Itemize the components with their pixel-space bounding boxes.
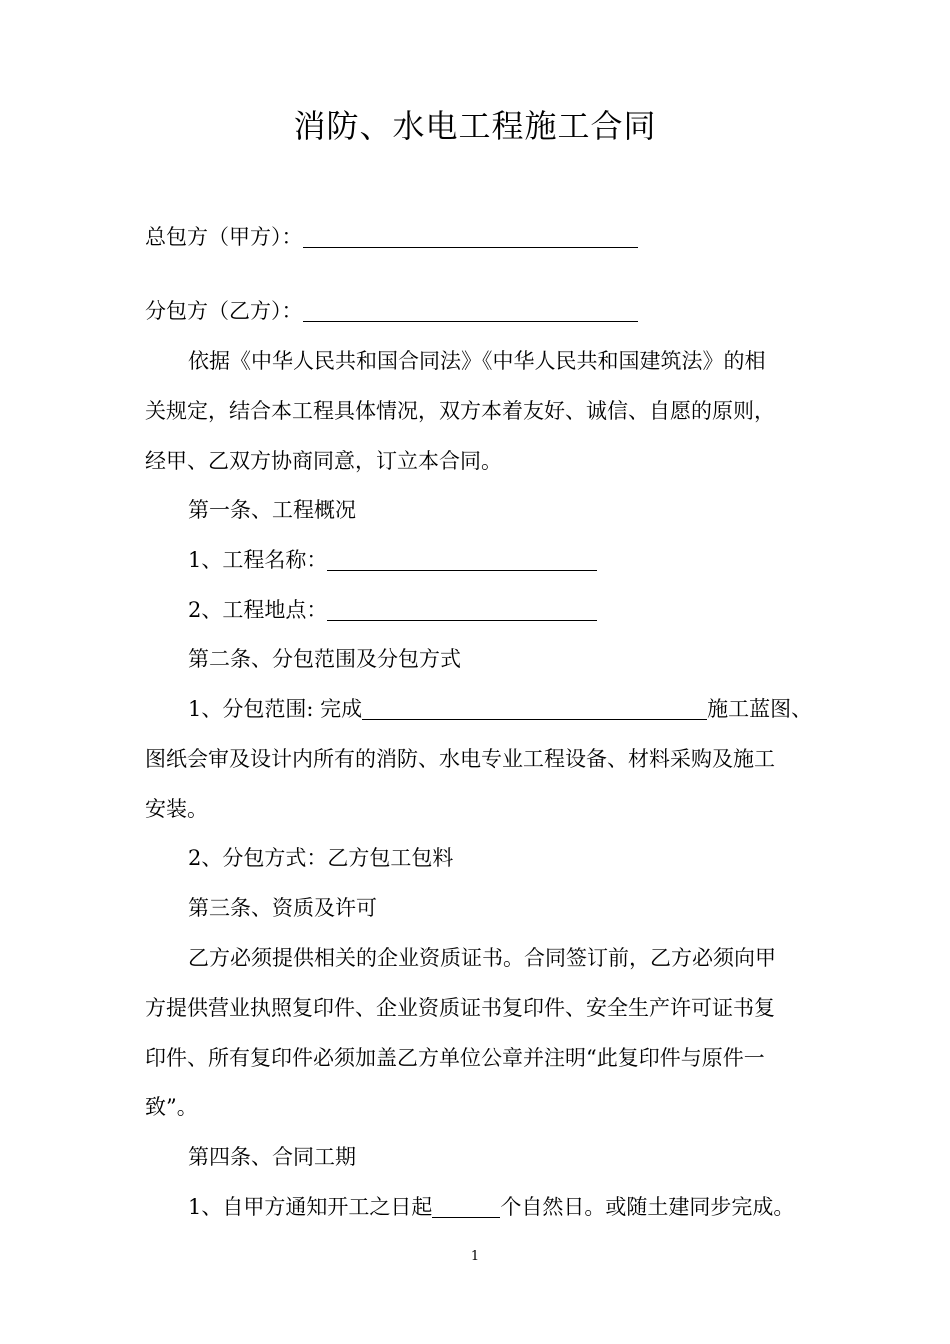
intro-line: 依据《中华人民共和国合同法》《中华人民共和国建筑法》的相 xyxy=(188,349,766,373)
duration-blank xyxy=(432,1195,500,1218)
project-location-label: 2、工程地点： xyxy=(188,598,328,622)
qualification-line: 乙方必须提供相关的企业资质证书。合同签订前，乙方必须向甲 xyxy=(188,946,776,970)
duration-suffix: 个自然日。或随土建同步完成。 xyxy=(500,1195,795,1219)
article2-heading: 第二条、分包范围及分包方式 xyxy=(188,647,461,671)
page-number: 1 xyxy=(470,1249,480,1264)
scope-blank xyxy=(362,697,707,720)
project-name-blank xyxy=(327,548,597,571)
scope-suffix: 施工蓝图、 xyxy=(707,697,813,721)
scope-prefix: 1、分包范围: 完成 xyxy=(188,697,363,721)
party-b-row xyxy=(145,296,810,326)
project-name-label: 1、工程名称： xyxy=(188,548,328,572)
article1-heading: 第一条、工程概况 xyxy=(188,498,356,522)
party-a-label: 总包方（甲方）： xyxy=(145,225,303,249)
scope-row xyxy=(188,694,813,724)
article3-heading: 第三条、资质及许可 xyxy=(188,896,377,920)
scope-line: 图纸会审及设计内所有的消防、水电专业工程设备、材料采购及施工 xyxy=(145,747,775,771)
duration-row xyxy=(188,1192,810,1222)
qualification-line: 方提供营业执照复印件、企业资质证书复印件、安全生产许可证书复 xyxy=(145,996,775,1020)
party-b-label: 分包方（乙方）： xyxy=(145,299,303,323)
scope-line: 安装。 xyxy=(145,797,208,821)
intro-line: 关规定，结合本工程具体情况，双方本着友好、诚信、自愿的原则， xyxy=(145,399,775,423)
subcontract-mode: 2、分包方式：乙方包工包料 xyxy=(188,846,454,870)
project-location-blank xyxy=(327,598,597,621)
project-name-row xyxy=(188,545,810,575)
party-a-row xyxy=(145,222,810,252)
duration-prefix: 1、自甲方通知开工之日起 xyxy=(188,1195,433,1219)
party-b-blank xyxy=(303,299,638,322)
contract-title: 消防、水电工程施工合同 xyxy=(293,107,657,145)
intro-line: 经甲、乙双方协商同意，订立本合同。 xyxy=(145,449,502,473)
project-location-row xyxy=(188,595,810,625)
qualification-line: 印件、所有复印件必须加盖乙方单位公章并注明“此复印件与原件一 xyxy=(145,1046,765,1070)
article4-heading: 第四条、合同工期 xyxy=(188,1145,356,1169)
party-a-blank xyxy=(303,225,638,248)
qualification-line: 致”。 xyxy=(145,1095,198,1119)
